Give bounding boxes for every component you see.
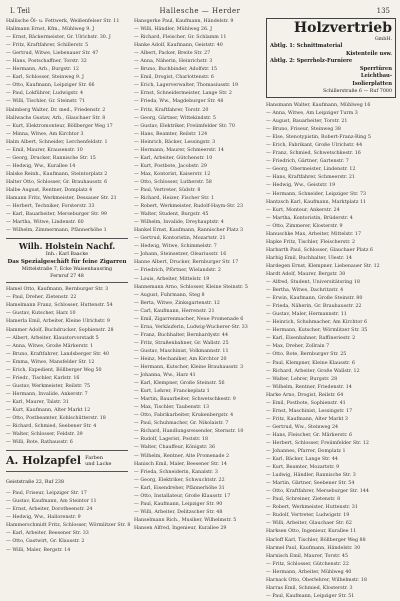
directory-entry: — Otto, Bote, Bernburger Str. 25 [266, 352, 347, 358]
directory-entry: — Hermann, Maurer, Schmeerstr. 14 [134, 147, 224, 153]
directory-entry: — Carl, Kaufmann, Herrenstr. 21 [134, 308, 215, 314]
directory-entry: — Richard, Handlungsreisender, Sternstr. 10 [134, 429, 244, 435]
directory-entry: Hansen Alfred, Ingenieur, Kurallee 29 [134, 525, 227, 531]
directory-entry: Hamelmann Franz, Schlosser, Huttenstr. 54 [6, 303, 113, 309]
directory-entry: Harloff Karl, Tischler, Böllberger Weg 88 [266, 537, 366, 543]
directory-entry: Harke Arno, Drogist, Reilstr. 64 [266, 392, 344, 398]
directory-entry: — Emil, Maurer, Krausenstr. 10 [6, 147, 83, 153]
ad-holstein-tagline: Das Spezialgeschäft für feine Zigarren [7, 259, 127, 266]
directory-entry: Hamel Otto, Kaufmann, Bernburger Str. 3 [6, 287, 109, 293]
directory-entry: — August, Bauarbeiter, Torstr. 21 [266, 119, 348, 125]
directory-entry: — Bruno, Kraftfahrer, Landsberger Str. 40 [6, 351, 110, 357]
directory-entry: Hapke Fritz, Tischler, Fleischerstr. 2 [266, 239, 356, 245]
directory-entry: — Karl, Eisenbahner, Raffineriestr. 2 [266, 336, 356, 342]
directory-entry: — Berta, Witwe, Zinksgartenstr. 12 [134, 300, 220, 306]
header-center: Hallesche — Herder [159, 7, 241, 15]
column-right [266, 18, 396, 599]
directory-entry: — Erwin, Kaufmann, Große Steinstr. 80 [266, 296, 363, 302]
ad-holzapfel-name: A. Holzapfel [6, 454, 82, 468]
directory-entry: — Robert, Werkmeister, Huttenstr. 31 [266, 505, 358, 511]
directory-entry: — Otto, Fabrikarbeiter, Krukenbergstr. 4 [134, 413, 234, 419]
directory-entry: — Hedwig, Ww., Geiststr. 19 [266, 183, 336, 189]
directory-entry: — Karl, Bäcker, Lange Str. 44 [266, 457, 338, 463]
directory-entry: — Paul, Vertreter, Südstr. 8 [134, 187, 201, 193]
directory-entry: — Ernst, Bäckermeister, Gr. Ulrichstr. 30. J [6, 35, 111, 41]
directory-entry: — Johann, Steinsetzer, Oleariusstr. 16 [134, 252, 227, 258]
directory-entry: — Ernst, Schneidermeister, Lange Str. 2 [134, 91, 232, 97]
directory-entry: — Gertrud, Ww., Steinweg 24 [266, 424, 339, 430]
directory-entry: — Bruno, Friseur, Steinweg 38 [266, 127, 341, 133]
directory-entry: Hammerschmidt Fritz, Schlosser, Wörmlitzer Str. 8 [6, 523, 131, 529]
directory-entry: Harnack Otto, Oberlehrer, Wilhelmstr. 18 [266, 577, 367, 583]
directory-entry: Harbig Emil, Buchhalter, Ulestr. 14 [266, 255, 352, 261]
directory-entry: — Robert, Werkmeister, Rudolf-Haym-Str. 23 [134, 204, 244, 210]
ad-holzvertrieb-line-5: Leichtbau- [360, 73, 392, 79]
directory-entry: — Kurt, Elektromonteur, Böllberger Weg 17 [6, 123, 113, 129]
directory-entry: — Paul, Kaufmann, Leipziger Str. 90 [134, 501, 223, 507]
directory-entry: Hanselmann Rich., Musiker, Wilhelmstr. 5 [134, 517, 237, 523]
directory-entry: Hansgerke Paul, Kaufmann, Händelstr. 9 [134, 19, 234, 24]
directory-entry: — Paul, Schuhmacher, Gr. Nikolaistr. 7 [134, 421, 229, 427]
directory-entry: — Hans, Postschaffner, Torstr. 32 [6, 59, 87, 65]
directory-entry: Hanke Adolf, Kaufmann, Geiststr. 40 [134, 43, 223, 49]
directory-entry: — Max, Tischler, Taubenstr. 13 [134, 405, 210, 411]
directory-entry: — Georg, Obermeister, Lindenstr. 12 [266, 167, 356, 173]
directory-entry: — Ludwig, Händler, Rannische Str. 3 [266, 473, 356, 479]
directory-entry: — Fritz, Kraftfahrer, Schillerstr. 5 [6, 43, 89, 49]
directory-entry: — Walter, Lehrer, Burgstr. 28 [266, 376, 338, 382]
directory-entry: — Ernst, Arbeiter, Dorotheenstr. 24 [6, 507, 93, 513]
directory-entry: — Fritz, Straßenbahner, Gr. Wallstr. 25 [134, 340, 229, 346]
directory-entry: — Hermann, Kutscher, Kleine Brauhausstr. 3 [134, 365, 244, 371]
directory-entry: — Martin, Gärtner, Seebener Str. 54 [266, 481, 355, 487]
directory-entry: — Anna, Witwe, Große Märkerstr. 1 [6, 343, 94, 349]
directory-entry: Halm Albert, Schneider, Lerchenfeldstr. 1 [6, 139, 108, 145]
directory-entry: — Alfred, Student, Universitätsring 18 [266, 280, 360, 286]
directory-entry: — Erna, Verkäuferin, Ludwig-Wucherer-Str. 33 [134, 324, 248, 330]
directory-entry: — Willi, Bote, Rathausstr. 6 [6, 440, 73, 446]
directory-entry: — Kurt, Beamter, Mozartstr. 9 [266, 465, 340, 471]
directory-entry: — Herbert, Techniker, Forsterstr. 33 [6, 204, 95, 210]
directory-entry: — Willi, Maler, Bergstr. 14 [6, 547, 71, 553]
directory-entry: Hanisch Emil, Maler, Beesener Str. 14 [134, 461, 227, 467]
ad-holstein-phone: Fernruf 27 48 [50, 274, 84, 280]
page-header [10, 6, 390, 16]
ad-holzvertrieb-line-4: Sperrtüren [359, 65, 392, 72]
directory-entry: — Albert, Packer, Breite Str. 27 [134, 51, 211, 57]
directory-entry: — Emil, Drogist, Charlottenstr. 6 [134, 75, 214, 81]
directory-entry: — Gertrud, Witwe, Liebenauer Str. 47 [6, 51, 99, 57]
directory-entry: — Heinrich, Schuhmacher, Am Kirchtor 6 [266, 320, 368, 326]
directory-entry: — Otto, Postbeamter, Kohlschütterstr. 18 [6, 416, 106, 422]
directory-entry: Hanne Albert, Drucker, Bernburger Str. 17 [134, 260, 239, 266]
directory-entry: — Hermann, Arbeiter, Mühlweg 40 [266, 569, 352, 575]
directory-entry: — Heinz, Mechaniker, Am Kirchtor 20 [134, 356, 227, 362]
directory-entry: Halter Otto, Schlosser, Gr. Brauhausstr. 6 [6, 179, 108, 185]
directory-entry: Hardt Adolf, Maurer, Bergstr. 30 [266, 271, 346, 277]
directory-entry: — Erich, Fabrikant, Große Ulrichstr. 44 [266, 143, 363, 149]
directory-entry: — Bertha, Witwe, Dachritzstr. 4 [266, 288, 344, 294]
directory-entry: — Paul, Kaufmann, Leipziger Str. 51 [266, 593, 355, 599]
directory-entry: Hankel Ernst, Kaufmann, Rannischer Platz 3 [134, 228, 244, 234]
ad-holzapfel-tag-2: und Lacke [85, 461, 112, 468]
ad-holzvertrieb-line-2: Kistenteile usw. [345, 50, 392, 57]
directory-entry: — Minna, Witwe, Am Kirchtor 3 [6, 131, 84, 137]
directory-entry: Hallwachs Gustav, Arb., Glauchaer Str. 8 [6, 115, 106, 121]
ad-holzvertrieb [266, 18, 396, 98]
directory-entry: — Georg, Gärtner, Wittekindstr. 5 [134, 115, 216, 121]
directory-entry: — Hermann, Kutscher, Wörmlitzer Str. 35 [266, 328, 368, 334]
directory-entry: Harmel Paul, Kaufmann, Händelstr. 30 [266, 545, 361, 551]
directory-entry: — Frieda, Ww., Magdeburger Str. 48 [134, 99, 224, 105]
directory-entry: — Paul, Schreiner, Zietenstr. 8 [266, 497, 341, 503]
directory-entry: — Martha, Kontoristin, Brüderstr. 4 [266, 215, 353, 221]
ad-holzapfel-address: Geiststraße 22, Ruf 238 [6, 480, 65, 486]
directory-entry: Halmberg Walter, Dr. med., Friedenstr. 2 [6, 107, 106, 113]
directory-entry: — Martin, Bauarbeiter, Schwetschkestr. 9 [134, 397, 236, 403]
directory-entry: — Willi, Arbeiter, Delitzscher Str. 48 [134, 509, 223, 515]
directory-entry: — Gustav, Maler, Hermannstr. 11 [266, 312, 347, 318]
directory-entry: — Paul, Dreher, Zietenstr. 22 [6, 295, 77, 301]
directory-entry: — Fritz, Kaufmann, Alter Markt 3 [266, 416, 348, 422]
directory-entry: — Karl, Schlosser, Steinweg 9. J [6, 75, 84, 81]
directory-entry: — Johannes, Pfarrer, Domplatz 1 [266, 449, 346, 455]
page-number: 135 [376, 7, 390, 15]
directory-entry: Hamann Fritz, Werkmeister, Dessauer Str. 21 [6, 196, 117, 202]
directory-entry: — Emil, Zigarrenmacher, Neue Promenade 6 [134, 316, 244, 322]
directory-entry: Hardegen Ernst, Klempner, Liebenauer Str. 12 [266, 263, 380, 269]
directory-entry: — Hans, Kraftfahrer, Schmeerstr. 21 [266, 175, 355, 181]
directory-entry: — Willi, Arbeiter, Glauchaer Str. 62 [266, 521, 352, 527]
directory-entry: — Erich, Expedient, Böllberger Weg 50 [6, 367, 102, 373]
directory-entry: Hanuschke Max, Arbeiter, Mittelstr. 17 [266, 231, 362, 237]
directory-entry: Hannemann Arno, Schlosser, Kleine Steinstr. 5 [134, 284, 248, 290]
directory-entry: — Karl, Klempner, Große Steinstr. 56 [134, 381, 225, 387]
directory-entry: Harksen Otto, Ingenieur, Kurallee 11 [266, 529, 357, 535]
directory-entry: — Louis, Arbeiter, Mittelstr. 19 [134, 276, 210, 282]
directory-entry: — Else, Stenotypistin, Robert-Franz-Ring 5 [266, 135, 371, 141]
directory-entry: — Max, Kontorist, Kaiserstr. 12 [134, 171, 211, 177]
directory-entry: — Otto, Installateur, Große Klausstr. 17 [134, 493, 231, 499]
column-middle [134, 18, 260, 554]
directory-entry: — Wilhelm, Invalide, Dreyhauptstr. 4 [134, 220, 224, 226]
directory-entry: — Kurt, Kaufmann, Alter Markt 12 [6, 407, 91, 413]
entry-list [134, 18, 260, 533]
directory-entry: — Gertrud, Kontoristin, Mozartstr. 21 [134, 236, 226, 242]
directory-entry: — Paul, Friseur, Leipziger Str. 17 [6, 491, 87, 497]
directory-entry: — Otto, Zimmerer, Klosterstr. 9 [266, 223, 343, 229]
directory-entry: — Martha, Witwe, Lindenstr. 60 [6, 220, 84, 226]
directory-entry: — Heinrich, Bäcker, Lessingstr. 3 [134, 139, 216, 145]
ad-holzapfel-tags [85, 455, 111, 467]
directory-entry: — Anna, Näherin, Heinrichstr. 3 [134, 59, 213, 65]
directory-entry: — Erich, Lagerverwalter, Thomasiusstr. 19 [134, 83, 239, 89]
directory-entry: — Wilhelm, Rentner, Alte Promenade 2 [134, 453, 230, 459]
directory-entry: — Gustav, Elektriker, Freiimfelder Str. 70 [134, 123, 235, 129]
directory-entry: — Bruno, Buchbinder, Adolfstr. 15 [134, 67, 218, 73]
directory-entry: — Karl, Arbeiter, Beesener Str. 33 [6, 531, 89, 537]
directory-entry: Hallmann Ernst, Kfm., Mühlweg 9. J [6, 27, 95, 33]
ad-holstein-address: Mittelstraße 7, Ecke Waisenhausring [21, 267, 113, 273]
directory-entry: — Paul, Lokführer, Ludwigstr. 4 [6, 91, 84, 97]
directory-entry: — Georg, Drucker, Rannische Str. 15 [6, 155, 96, 161]
directory-entry: — Hedwig, Ww., Hallorenstr. 9 [6, 515, 81, 521]
directory-entry: — Anna, Witwe, Am Leipziger Turm 3 [266, 111, 358, 117]
ad-holzvertrieb-line-3: Abtlg. 2: Sperrholz-Furniere [270, 58, 353, 64]
directory-entry: Hamerla Emil, Arbeiter, Kleine Ulrichstr. 9 [6, 319, 110, 325]
directory-entry: — Friedrich, Pförtner, Wielandstr. 2 [134, 268, 221, 274]
directory-entry: — Rudolf, Vertreter, Ludwigstr. 19 [266, 513, 350, 519]
directory-entry: — Emma, Witwe, Mansfelder Str. 12 [6, 359, 95, 365]
directory-entry: Hammer Adolf, Buchdrucker, Sophienstr. 28 [6, 327, 114, 333]
directory-entry: — Fritz, Schlosser, Gütchenstr. 22 [266, 561, 349, 567]
directory-entry: — Otto, Kraftfahrer, Merseburger Str. 144 [266, 489, 369, 495]
directory-entry: — Herbert, Schlosser, Freiimfelder Str. 12 [266, 440, 369, 446]
entry-list [6, 286, 128, 447]
directory-entry: — Emil, Postbote, Sophienstr. 41 [266, 400, 346, 406]
ad-holstein [6, 238, 128, 283]
directory-entry: — Gustav, Werkmeister, Reilstr. 75 [6, 383, 91, 389]
directory-entry: Hallische Öl- u. Fettwerk, Weißenfelser Str. 11 [6, 19, 120, 24]
directory-entry: — Willi, Tischler, Gr. Steinstr. 71 [6, 99, 86, 105]
directory-entry: — Wilhelm, Zimmermann, Pfännerhöhe 1 [6, 228, 107, 234]
directory-entry: — Hermann, Schneider, Leipziger Str. 73 [266, 191, 367, 197]
directory-entry: — Wilhelm, Rentner, Friedenstr. 14 [266, 384, 352, 390]
directory-entry: — Hermann, Arb., Burgstr. 12 [6, 67, 79, 73]
ad-holzvertrieb-line-1: Abtlg. 1: Schnittmaterial [270, 43, 343, 49]
directory-entry: — Franz, Buchhalter, Bernhardystr. 44 [134, 332, 229, 338]
directory-entry: — Karl, Eisendreher, Pfännerhöhe 31 [134, 485, 225, 491]
directory-entry: — Hedwig, Ww., Kurallee 14 [6, 163, 76, 169]
ad-holzvertrieb-line-6: Isolierplatten [352, 80, 392, 87]
directory-entry: — Friedrich, Gärtner, Gartenstr. 7 [266, 159, 349, 165]
directory-entry: — Albert, Arbeiter, Klaustorvorstadt 5 [6, 335, 99, 341]
directory-entry: — Gustav, Kaufmann, Am Steintor 11 [6, 499, 97, 505]
directory-entry: — Walter, Schlosser, Feldstr. 39 [6, 432, 83, 438]
directory-entry: — Richard, Heizer, Fischer Str. 1 [134, 196, 215, 202]
directory-entry: — Gustav, Kutscher, Harz 10 [6, 311, 76, 317]
ad-holzvertrieb-address: Schillerstraße 6 — Ruf 7000 [322, 89, 392, 94]
directory-entry: — August, Fuhrmann, Steg 8 [134, 292, 205, 298]
ad-holzvertrieb-subtitle: GmbH. [374, 37, 392, 42]
directory-entry: — Karl, Maurer, Talstr. 31 [6, 399, 69, 405]
directory-entry: — Otto, Schlosser, Lutherstr. 58 [134, 179, 212, 185]
directory-entry: — Willi, Händler, Mühlweg 26. J [134, 27, 212, 33]
directory-entry: — Johanna, Ww., Harz 41 [134, 373, 196, 379]
directory-entry: — Richard, Arbeiter, Große Wallstr. 12 [266, 368, 360, 374]
directory-entry: — Georg, Elektriker, Schwuchtstr. 22 [134, 477, 225, 483]
directory-entry: — Hermann, Invalide, Ankerstr. 7 [6, 391, 88, 397]
directory-entry: — Hans, Fleischer, Gr. Märkerstr. 6 [266, 432, 353, 438]
directory-entry: — Richard, Schmied, Seebener Str. 4 [6, 424, 97, 430]
directory-entry: — Friedr., Tischler, Karlstr. 16 [6, 375, 80, 381]
directory-entry: Hansmann Walter, Kaufmann, Mühlweg 16 [266, 103, 371, 108]
directory-entry: — Kurt, Lehrer, Franckeplatz 1 [134, 389, 210, 395]
ad-holzapfel-tag-1: Farben [85, 455, 103, 462]
directory-entry: — Ernst, Maschinist, Lessingstr. 17 [266, 408, 353, 414]
directory-entry: — Kurt, Postbote, Jacobstr. 29 [134, 163, 207, 169]
directory-entry: — Walter, Student, Burgstr. 45 [134, 212, 209, 218]
ad-holstein-name: Wilh. Holstein Nachf. [18, 241, 116, 252]
directory-entry: — Otto, Gastwirt, Gr. Klausstr. 2 [6, 539, 85, 545]
directory-entry: — Frieda, Schneiderin, Kanalstr. 3 [134, 469, 218, 475]
directory-entry: Harbarth Paul, Schlosser, Glauchaer Platz 6 [266, 247, 373, 253]
directory-entry: Halbe August, Rentner, Domplatz 4 [6, 187, 93, 193]
ad-holzvertrieb-title: Holzvertrieb [293, 20, 392, 36]
directory-entry: Harras Emil, Schmied, Klosterstr. 3 [266, 585, 353, 591]
directory-entry: — Hedwig, Witwe, Schimmelstr. 7 [134, 244, 217, 250]
directory-entry: — Gustav, Maschinist, Volkmannstr. 11 [134, 348, 229, 354]
directory-entry: Hantzsch Karl, Kaufmann, Marktplatz 11 [266, 199, 367, 205]
directory-entry: — Fritz, Kraftfahrer, Torstr. 20 [134, 107, 209, 113]
entry-list [6, 18, 128, 235]
header-left: I. Teil [10, 7, 30, 15]
directory-entry: — Paul, Klempner, Kleine Klausstr. 6 [266, 360, 355, 366]
directory-entry: — Otto, Kaufmann, Leipziger Str. 66 [6, 83, 95, 89]
directory-entry: — Richard, Fleischer, Gr. Schlamm 11 [134, 35, 227, 41]
directory-entry: Halske Reinh., Kaufmann, Steintorplatz 2 [6, 171, 108, 177]
ad-holzapfel [6, 450, 128, 472]
directory-entry: — Max, Dreher, Zollrain 7 [266, 344, 330, 350]
directory-entry: — Frieda, Näherin, Gr. Brauhausstr. 22 [266, 304, 362, 310]
directory-entry: — Karl, Arbeiter, Gütchenstr. 10 [134, 155, 213, 161]
column-left [6, 18, 131, 554]
directory-entry: — Hans, Beamter, Reilstr. 124 [134, 131, 208, 137]
directory-entry: — Karl, Bauarbeiter, Merseburger Str. 99 [6, 212, 107, 218]
directory-entry: — Franz, Schmied, Schwetschkestr. 16 [266, 151, 361, 157]
directory-entry: — Rudolf, Lagerist, Poststr. 18 [134, 437, 209, 443]
directory-entry: Harnisch Emil, Maurer, Torstr. 45 [266, 553, 349, 559]
ad-holstein-owner: Inh.: Karl Baacke [45, 252, 89, 258]
directory-entry: — Kurt, Monteur, Ankerstr. 24 [266, 207, 340, 213]
entry-list [6, 490, 131, 554]
directory-entry: — Walter, Chauffeur, Königstr. 36 [134, 445, 216, 451]
entry-list [266, 102, 396, 601]
